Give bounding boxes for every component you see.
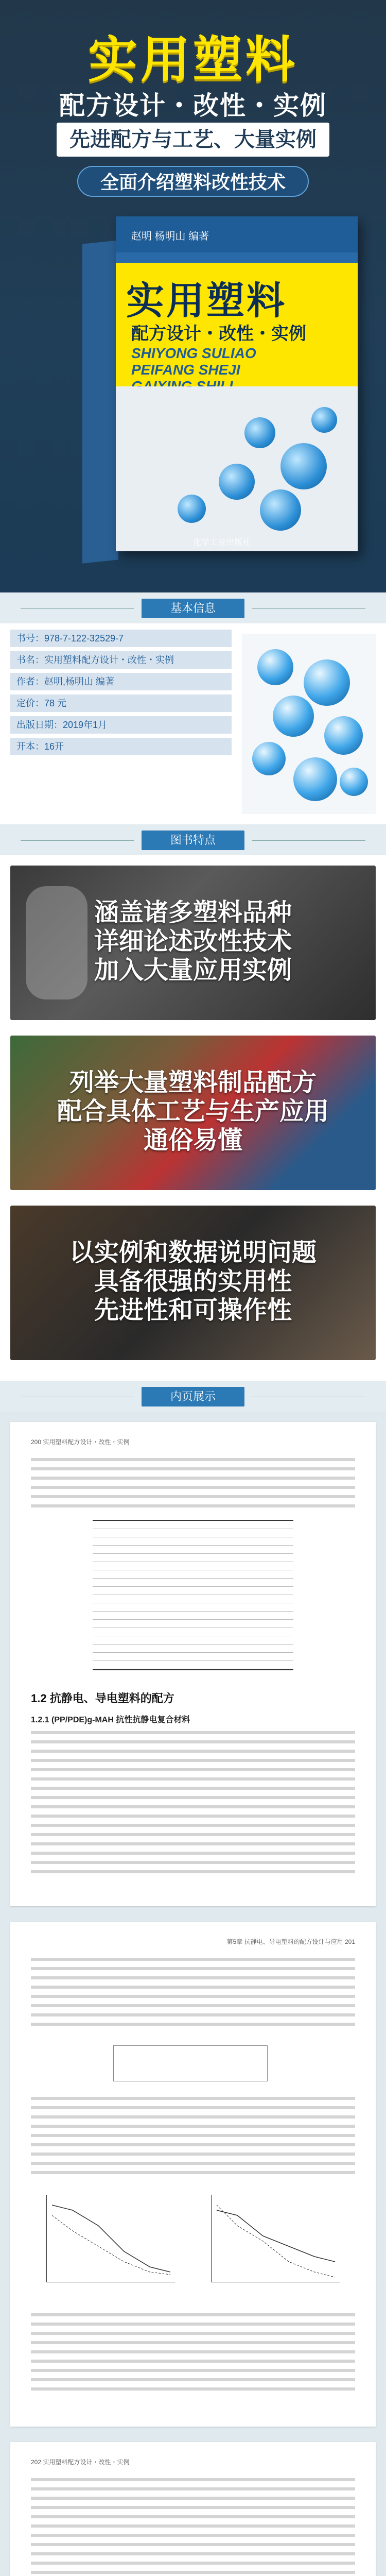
feature-line: 加入大量应用实例 [94,957,292,984]
feature-line: 详细论述改性技术 [94,928,292,955]
book-spine [82,240,118,563]
info-image [242,634,376,814]
book-cover-subtitle: 配方设计・改性・实例 [131,324,306,344]
chart-figure [46,2195,175,2282]
section-header-preview [0,1381,386,1412]
hero-subtitle: 配方设计・改性・实例 [59,91,327,120]
bead-image [311,407,337,433]
section-heading: 1.2 抗静电、导电塑料的配方 [31,1692,174,1705]
section-label: 内页展示 [142,1387,244,1406]
book-cover-title: 实用塑料 [126,279,287,323]
info-date: 出版日期：2019年1月 [10,716,232,734]
feature-line: 先进性和可操作性 [94,1297,292,1324]
page-header: 第5章 抗静电、导电塑料的配方设计与应用 201 [226,1938,355,1945]
bead-image [293,757,337,801]
flow-diagram [113,2045,268,2081]
bead-image [304,659,350,706]
hero-tagline: 全面介绍塑料改性技术 [77,166,309,197]
book-publisher: 化学工业出版社 [193,538,251,547]
section-label: 基本信息 [142,599,244,618]
book-cover-top [116,216,358,252]
bead-image [324,716,363,755]
feature-card [10,1206,376,1360]
info-title: 书名：实用塑料配方设计・改性・实例 [10,651,232,669]
book-cover [116,216,358,551]
preview-page-2 [10,1922,376,2427]
page-header: 200 实用塑料配方设计・改性・实例 [31,1438,130,1446]
preview-page-1 [10,1422,376,1906]
hero-title: 实用塑料 [88,31,298,89]
info-price: 定价：78 元 [10,694,232,712]
info-list [10,630,232,759]
chart-figure [211,2195,340,2282]
page-header: 202 实用塑料配方设计・改性・实例 [31,2459,130,2466]
book-cover-pinyin: SHIYONG SULIAO PEIFANG SHEJI [131,345,256,378]
feature-line: 列举大量塑料制品配方 [69,1069,317,1096]
feature-line: 通俗易懂 [143,1127,242,1154]
hero-ribbon: 先进配方与工艺、大量实例 [57,123,329,157]
data-table [93,1520,293,1670]
feature-line: 配合具体工艺与生产应用 [57,1098,329,1125]
subsection-heading: 1.2.1 (PP/PDE)g-MAH 抗性抗静电复合材料 [31,1716,190,1724]
section-label: 图书特点 [142,831,244,850]
book-authors: 赵明 杨明山 编著 [131,231,209,242]
bead-image [252,742,286,775]
bead-image [257,649,293,685]
preview-page-3 [10,2442,376,2576]
bead-image [280,443,327,489]
info-panel [0,623,386,824]
bead-image [260,489,301,531]
bead-image [178,495,206,523]
feature-card [10,1036,376,1190]
feature-line: 具备很强的实用性 [94,1268,292,1295]
feature-card [10,866,376,1020]
section-header-info [0,592,386,623]
info-author: 作者：赵明,杨明山 编著 [10,673,232,690]
bead-image [340,768,368,796]
info-isbn: 书号：978-7-122-32529-7 [10,630,232,647]
feature-line: 涵盖诸多塑料品种 [94,899,292,926]
feature-line: 以实例和数据说明问题 [69,1239,317,1266]
bead-image [244,417,275,448]
bead-image [219,464,255,500]
book-cover-image [116,386,358,551]
bead-image [273,696,314,737]
hero-banner [0,0,386,592]
info-format: 开本：16开 [10,738,232,755]
section-header-features [0,824,386,855]
